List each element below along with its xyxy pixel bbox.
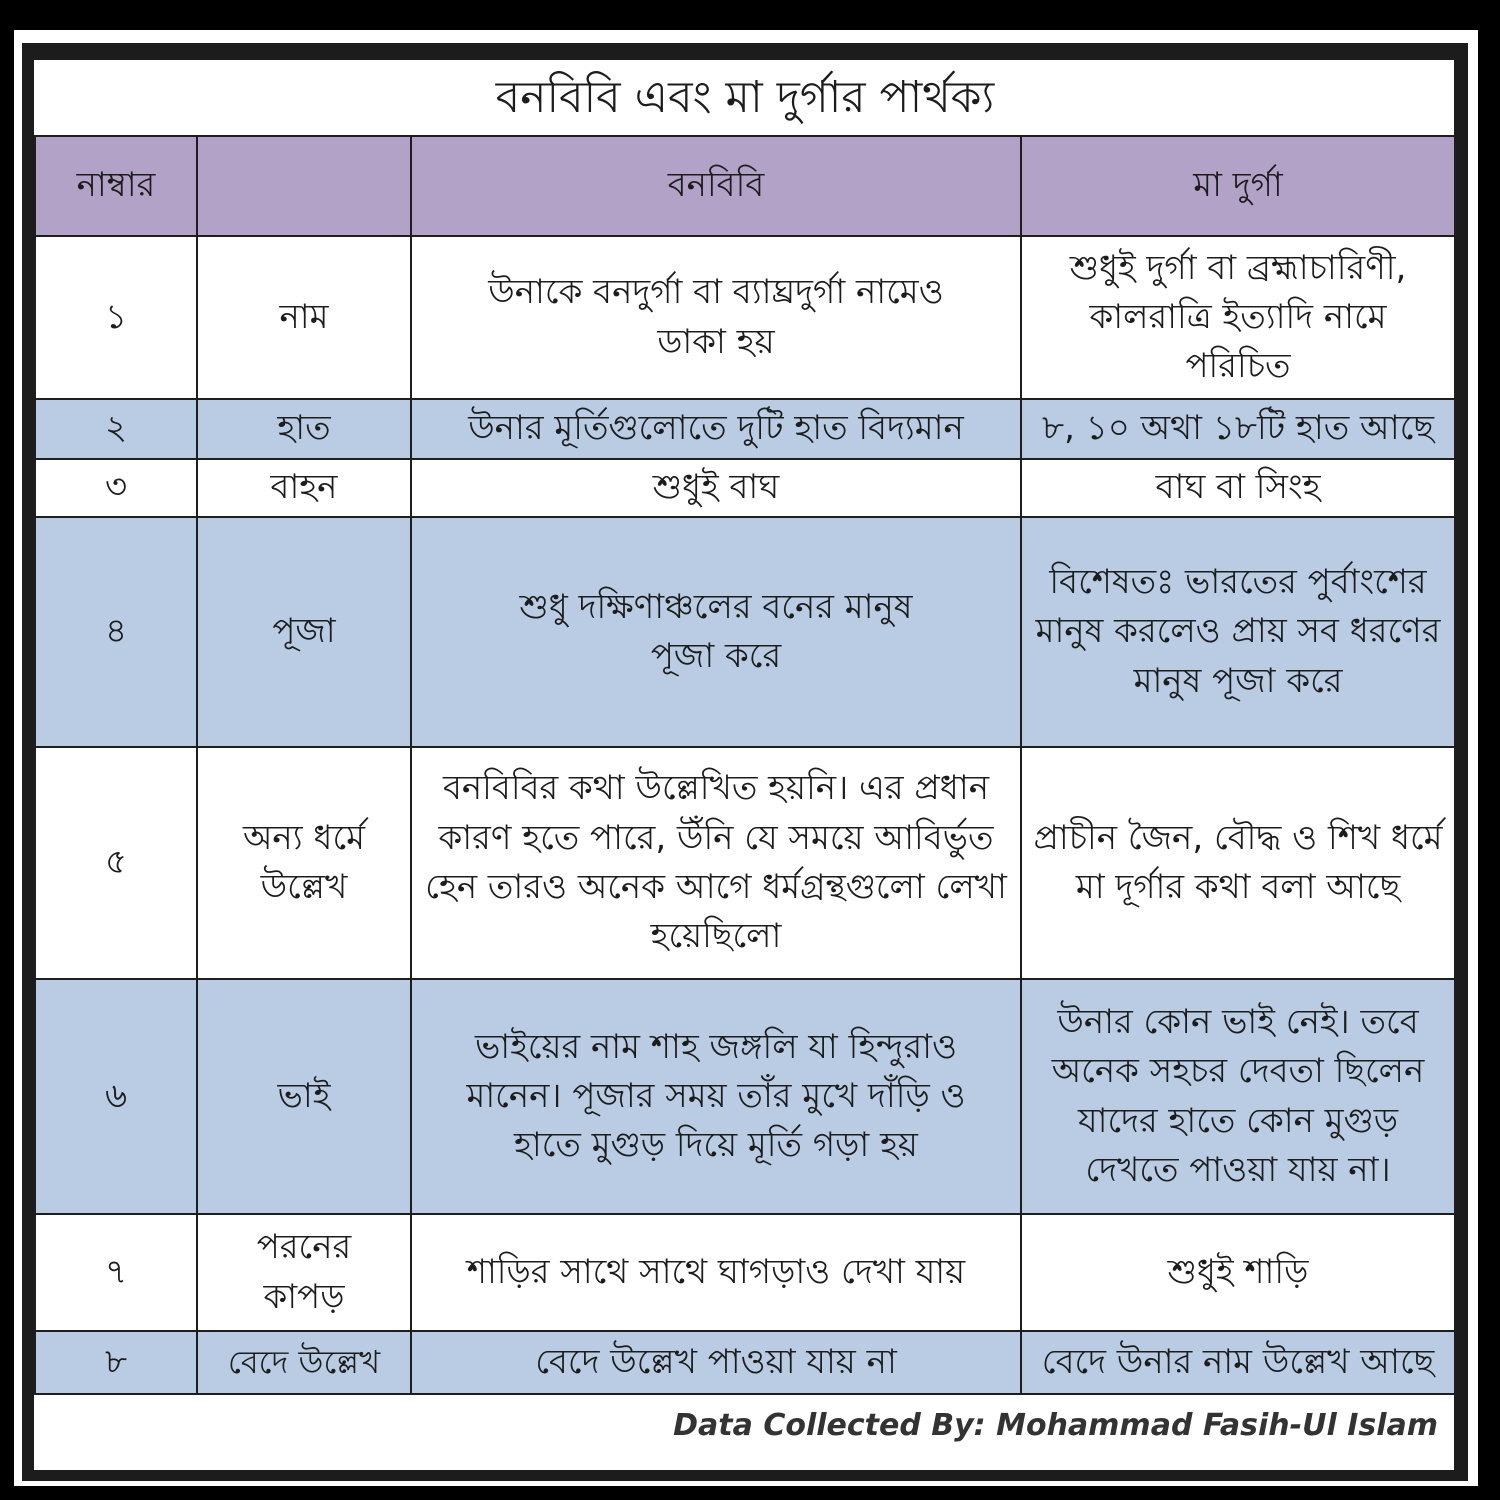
row-number: ১ <box>35 236 197 399</box>
row-number: ৮ <box>35 1331 197 1394</box>
table-row <box>35 517 1455 747</box>
row-durga: উনার কোন ভাই নেই। তবে অনেক সহচর দেবতা ছিলেন যাদের হাতে কোন মুগুড় দেখতে পাওয়া যায় না। <box>1021 979 1455 1214</box>
row-topic: হাত <box>197 399 411 459</box>
table-row <box>35 1214 1455 1331</box>
row-number: ৭ <box>35 1214 197 1331</box>
data-credit: Data Collected By: Mohammad Fasih-Ul Islam <box>673 1408 1438 1443</box>
row-topic: ভাই <box>197 979 411 1214</box>
row-topic: নাম <box>197 236 411 399</box>
table-row <box>35 236 1455 399</box>
row-durga: প্রাচীন জৈন, বৌদ্ধ ও শিখ ধর্মে মা দূর্গার কথা বলা আছে <box>1021 747 1455 979</box>
footer <box>34 1398 1454 1470</box>
header-durga: মা দুর্গা <box>1021 136 1455 236</box>
row-durga: শুধুই দুর্গা বা ব্রহ্মাচারিণী, কালরাত্রি ইত্যাদি নামে পরিচিত <box>1021 236 1455 399</box>
row-bonbibi: বনবিবির কথা উল্লেখিত হয়নি। এর প্রধান কারণ হতে পারে, উঁনি যে সময়ে আবির্ভুত হেন তারও অনেক আগে ধর্মগ্রন্থগুলো লেখা হয়েছিলো <box>411 747 1021 979</box>
comparison-table <box>34 60 1456 1395</box>
row-bonbibi: শুধুই বাঘ <box>411 459 1021 517</box>
row-bonbibi: শুধু দক্ষিণাঞ্চলের বনের মানুষ পূজা করে <box>411 517 1021 747</box>
header-topic <box>197 136 411 236</box>
row-bonbibi: উনাকে বনদুর্গা বা ব্যাঘ্রদুর্গা নামেও ডাকা হয় <box>411 236 1021 399</box>
row-number: ৬ <box>35 979 197 1214</box>
row-topic: পূজা <box>197 517 411 747</box>
header-bonbibi: বনবিবি <box>411 136 1021 236</box>
row-bonbibi: উনার মূর্তিগুলোতে দুটি হাত বিদ্যমান <box>411 399 1021 459</box>
row-topic: পরনের কাপড় <box>197 1214 411 1331</box>
row-durga: বেদে উনার নাম উল্লেখ আছে <box>1021 1331 1455 1394</box>
table-row <box>35 459 1455 517</box>
row-number: ৪ <box>35 517 197 747</box>
row-number: ২ <box>35 399 197 459</box>
comparison-sheet <box>34 60 1454 1470</box>
row-durga: ৮, ১০ অথা ১৮টি হাত আছে <box>1021 399 1455 459</box>
row-durga: বাঘ বা সিংহ <box>1021 459 1455 517</box>
row-number: ৫ <box>35 747 197 979</box>
row-bonbibi: শাড়ির সাথে সাথে ঘাগড়াও দেখা যায় <box>411 1214 1021 1331</box>
row-durga: শুধুই শাড়ি <box>1021 1214 1455 1331</box>
row-bonbibi: বেদে উল্লেখ পাওয়া যায় না <box>411 1331 1021 1394</box>
table-row <box>35 979 1455 1214</box>
table-row <box>35 399 1455 459</box>
row-bonbibi: ভাইয়ের নাম শাহ জঙ্গলি যা হিন্দুরাও মানেন। পূজার সময় তাঁর মুখে দাঁড়ি ও হাতে মুগুড় দিয়ে মূর্তি গড়া হয় <box>411 979 1021 1214</box>
header-number: নাম্বার <box>35 136 197 236</box>
row-topic: বাহন <box>197 459 411 517</box>
row-number: ৩ <box>35 459 197 517</box>
header-row <box>35 136 1455 236</box>
table-row <box>35 1331 1455 1394</box>
table-row <box>35 747 1455 979</box>
row-topic: অন্য ধর্মে উল্লেখ <box>197 747 411 979</box>
table-title: বনবিবি এবং মা দুর্গার পার্থক্য <box>35 60 1455 136</box>
row-durga: বিশেষতঃ ভারতের পুর্বাংশের মানুষ করলেও প্রায় সব ধরণের মানুষ পূজা করে <box>1021 517 1455 747</box>
row-topic: বেদে উল্লেখ <box>197 1331 411 1394</box>
